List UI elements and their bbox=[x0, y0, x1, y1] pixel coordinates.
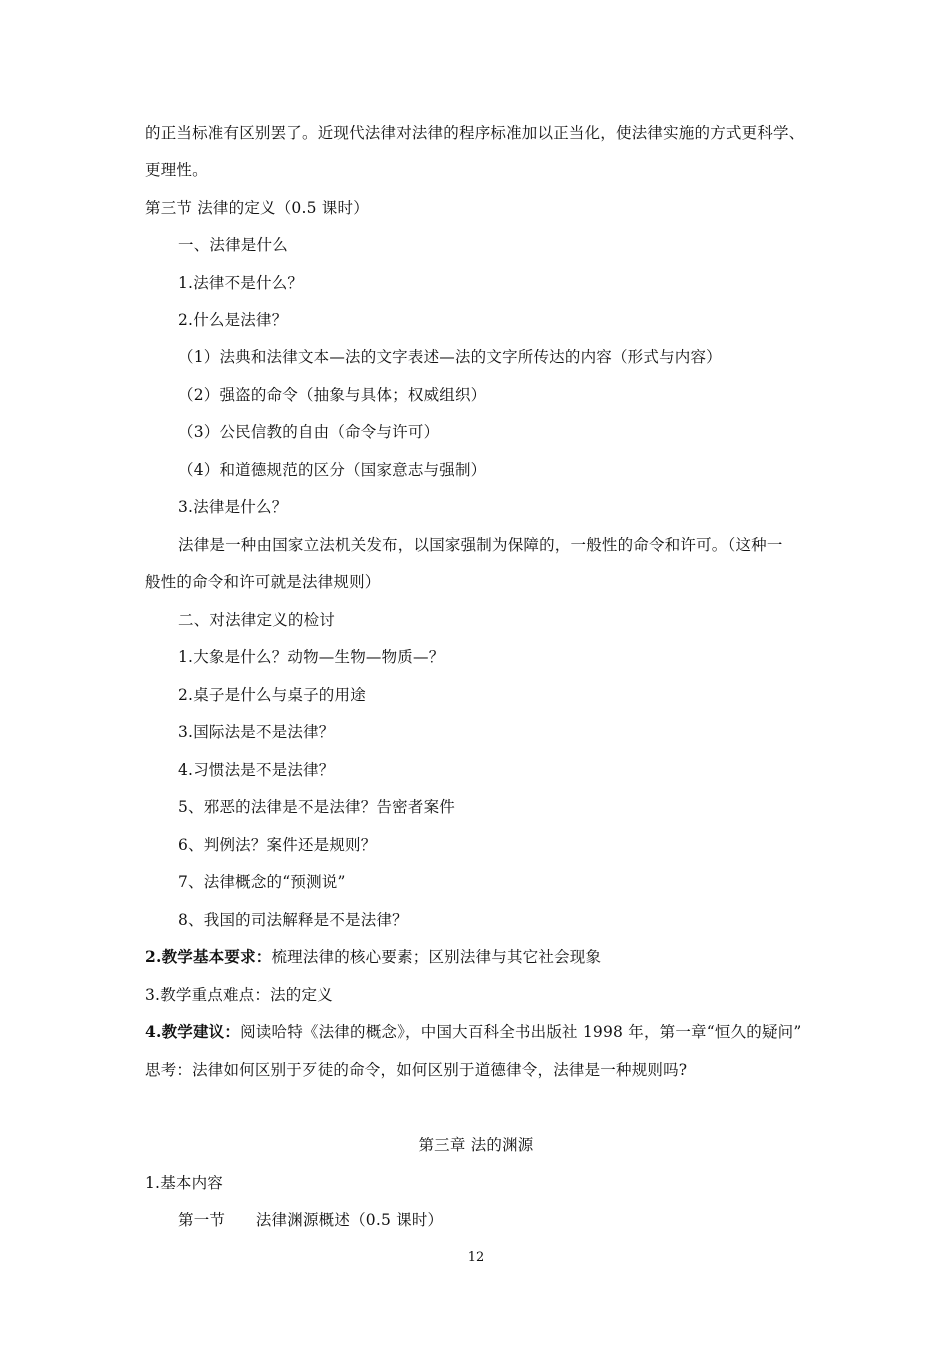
teaching-requirements bbox=[145, 947, 601, 967]
list-item: 2.桌子是什么与桌子的用途 bbox=[178, 686, 366, 704]
list-item: 5、邪恶的法律是不是法律？告密者案件 bbox=[178, 798, 455, 816]
list-item: （3）公民信教的自由（命令与许可） bbox=[178, 423, 440, 441]
list-item: 1.法律不是什么？ bbox=[178, 274, 304, 292]
key-points: 3.教学重点难点：法的定义 bbox=[145, 986, 333, 1004]
suggestion-text: 阅读哈特《法律的概念》，中国大百科全书出版社 1998 年，第一章“恒久的疑问” bbox=[240, 1023, 802, 1041]
suggestion-continued: 思考：法律如何区别于歹徒的命令，如何区别于道德律令，法律是一种规则吗? bbox=[145, 1061, 688, 1079]
list-item: 3.国际法是不是法律？ bbox=[178, 723, 335, 741]
list-item: （2）强盗的命令（抽象与具体；权威组织） bbox=[178, 386, 487, 404]
requirements-label: 2.教学基本要求： bbox=[145, 947, 272, 966]
basic-content-heading: 1.基本内容 bbox=[145, 1174, 223, 1192]
list-item: 4.习惯法是不是法律？ bbox=[178, 761, 335, 779]
teaching-suggestion bbox=[145, 1022, 802, 1042]
section-heading: 第一节 法律渊源概述（0.5 课时） bbox=[178, 1211, 444, 1229]
list-item: 1.大象是什么？动物—生物—物质—？ bbox=[178, 648, 445, 666]
list-item: 8、我国的司法解释是不是法律？ bbox=[178, 911, 408, 929]
section-heading: 第三节 法律的定义（0.5 课时） bbox=[145, 199, 369, 217]
subheading: 二、对法律定义的检讨 bbox=[178, 611, 336, 629]
list-item: 2.什么是法律？ bbox=[178, 311, 288, 329]
list-item: 7、法律概念的“预测说” bbox=[178, 873, 346, 891]
list-item: （1）法典和法律文本—法的文字表述—法的文字所传达的内容（形式与内容） bbox=[178, 348, 722, 366]
paragraph-line: 更理性。 bbox=[145, 161, 208, 179]
chapter-title: 第三章 法的渊源 bbox=[418, 1136, 534, 1154]
paragraph-line: 般性的命令和许可就是法律规则） bbox=[145, 573, 381, 591]
subheading: 一、法律是什么 bbox=[178, 236, 288, 254]
list-item: 3.法律是什么？ bbox=[178, 498, 288, 516]
paragraph-line: 法律是一种由国家立法机关发布，以国家强制为保障的，一般性的命令和许可。（这种一 bbox=[178, 536, 783, 554]
page-number: 12 bbox=[467, 1250, 485, 1265]
list-item: （4）和道德规范的区分（国家意志与强制） bbox=[178, 461, 487, 479]
paragraph-line: 的正当标准有区别罢了。近现代法律对法律的程序标准加以正当化，使法律实施的方式更科学、 bbox=[145, 124, 805, 142]
requirements-text: 梳理法律的核心要素；区别法律与其它社会现象 bbox=[271, 948, 602, 966]
suggestion-label: 4.教学建议： bbox=[145, 1022, 241, 1041]
list-item: 6、判例法？案件还是规则？ bbox=[178, 836, 377, 854]
